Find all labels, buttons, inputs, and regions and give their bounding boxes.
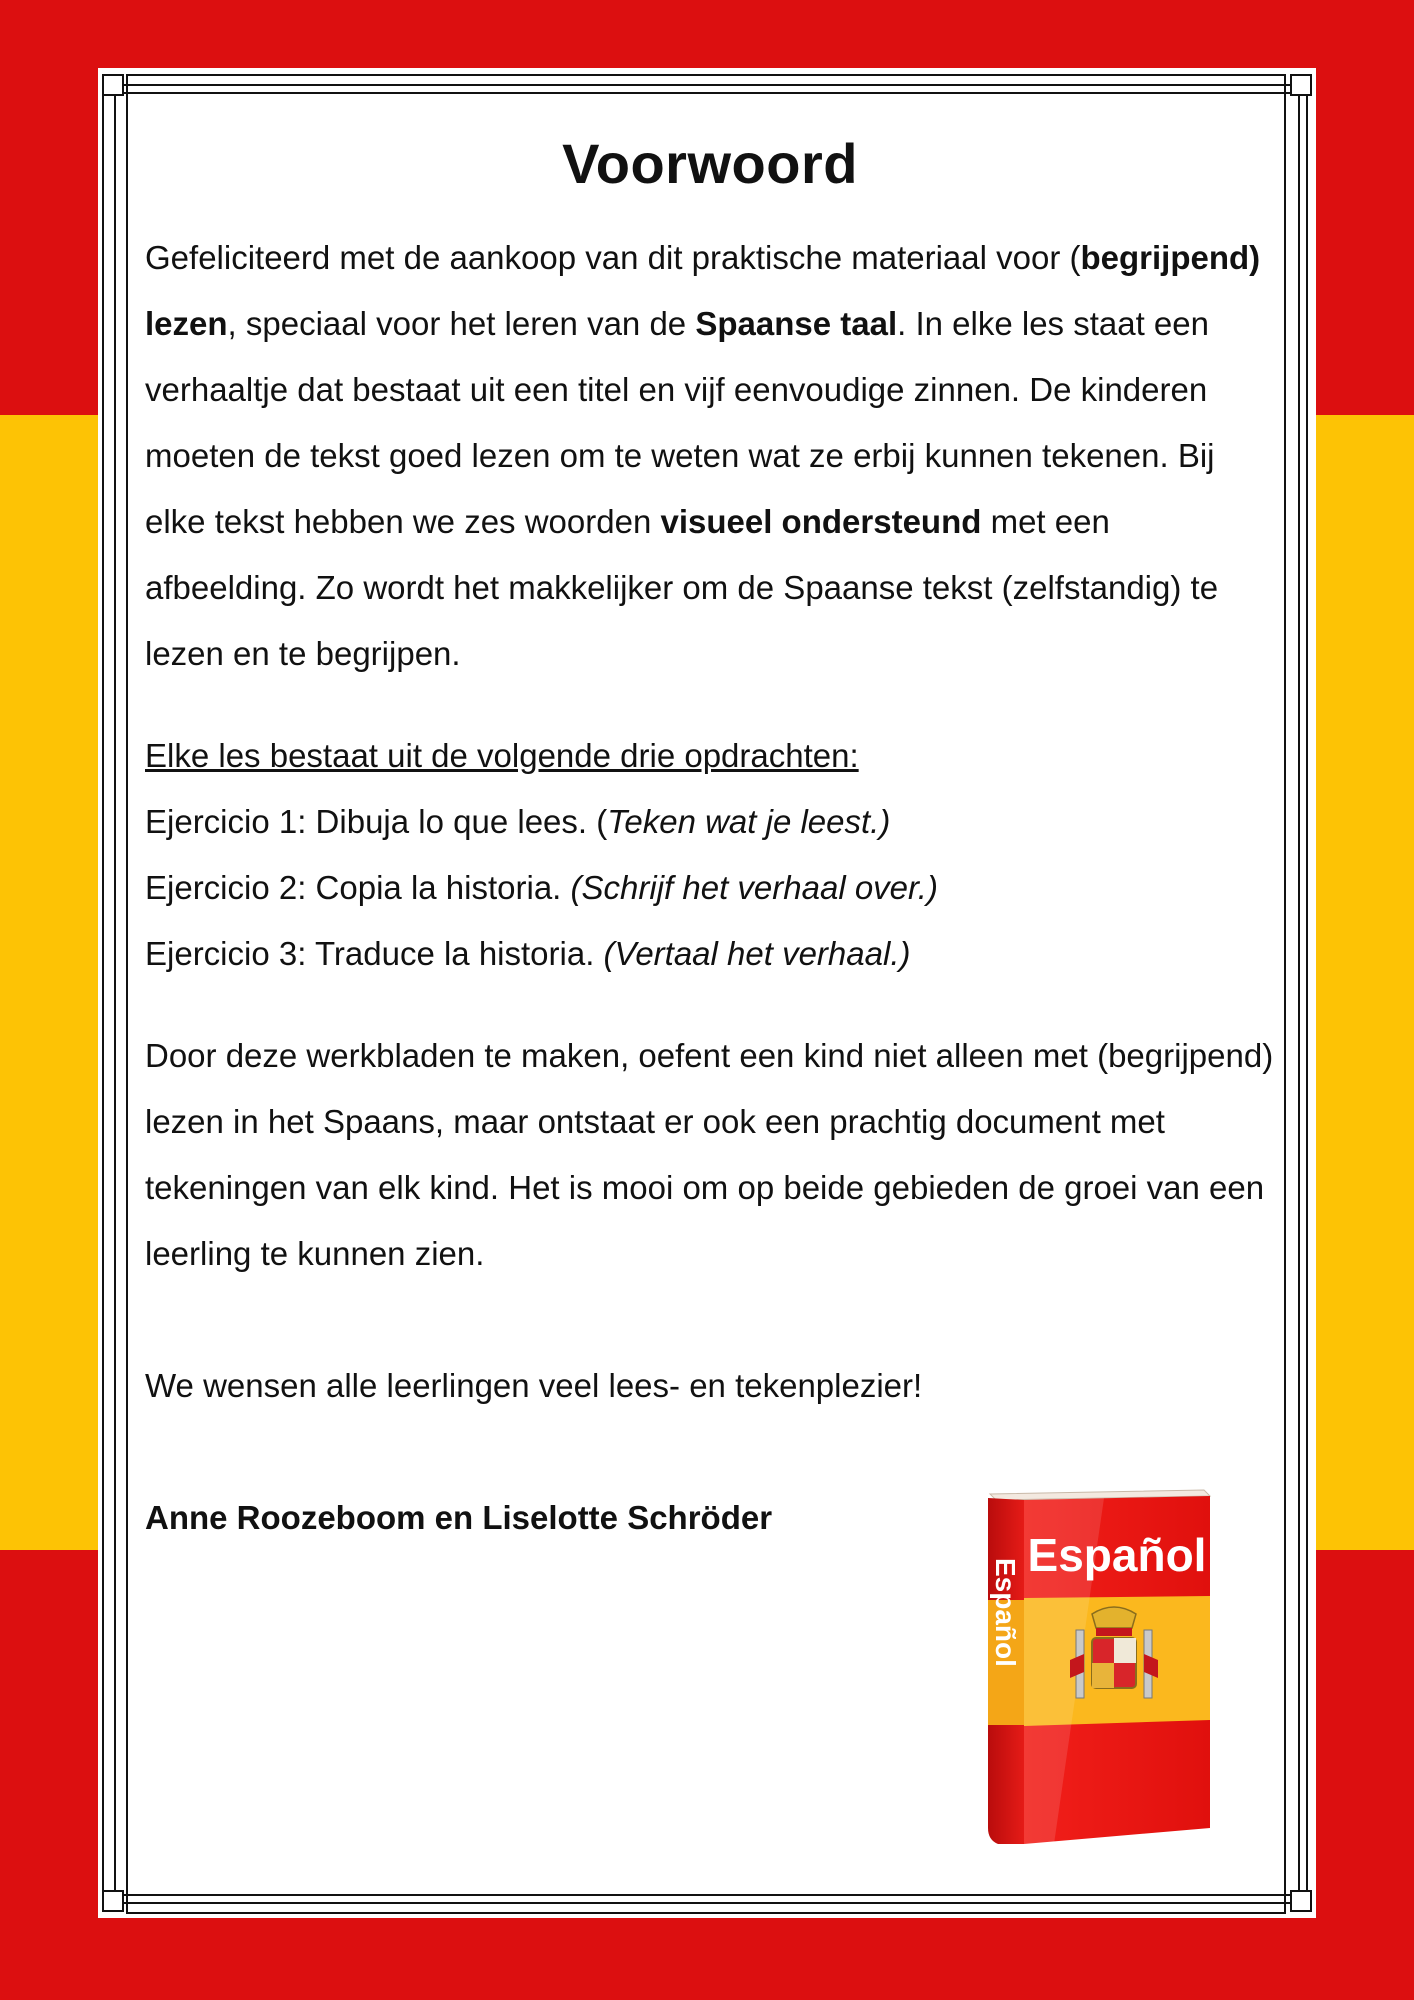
frame-corner-top-left (102, 74, 124, 96)
exercise-item-text: Ejercicio 1: Dibuja lo que lees. ( (145, 802, 608, 840)
exercise-item (145, 855, 1275, 921)
page-title: Voorwoord (562, 132, 858, 195)
exercise-item-translation: (Schrijf het verhaal over.) (570, 868, 938, 906)
intro-bold-spanish: Spaanse taal (695, 304, 898, 342)
book-spine-label: Español (990, 1558, 1021, 1667)
exercise-item-translation: (Vertaal het verhaal.) (603, 934, 911, 972)
document-page (98, 68, 1316, 1918)
exercise-item-text: Ejercicio 2: Copia la historia. (145, 868, 571, 906)
closing-paragraph: Door deze werkbladen te maken, oefent een kind niet alleen met (begrijpend) lezen in het Spaans, maar ontstaat er ook een prachtig document met tekeningen van elk kind. Het is mooi om op beide gebieden de groei van een leerling te kunnen zien. (145, 1036, 1274, 1272)
frame-corner-bottom-right (1290, 1890, 1312, 1912)
exercise-item-text: Ejercicio 3: Traduce la historia. (145, 934, 604, 972)
frame-corner-top-right (1290, 74, 1312, 96)
exercise-item-translation: Teken wat je leest.) (607, 802, 891, 840)
intro-bold-reading: begrijpend) lezen (145, 238, 1261, 342)
book-cover-label: Español (1027, 1529, 1207, 1581)
intro-bold-visual: visueel ondersteund (660, 502, 982, 540)
intro-text-3: . In elke les staat een verhaaltje dat bestaat uit een titel en vijf eenvoudige zinnen. De kinderen moeten de tekst goed lezen om te weten wat ze erbij kunnen tekenen. Bij elke tekst hebben we zes woorden (145, 304, 1215, 540)
exercise-list-heading: Elke les bestaat uit de volgende drie opdrachten: (145, 736, 859, 774)
exercise-item (145, 921, 1275, 987)
exercise-list (145, 723, 1275, 987)
intro-paragraph (145, 225, 1275, 687)
intro-text-2: , speciaal voor het leren van de (227, 304, 696, 342)
document-content (145, 128, 1275, 1551)
frame-corner-bottom-left (102, 1890, 124, 1912)
exercise-item (145, 789, 1275, 855)
wish-line: We wensen alle leerlingen veel lees- en tekenplezier! (145, 1366, 923, 1404)
author-signature: Anne Roozeboom en Liselotte Schröder (145, 1498, 773, 1536)
intro-text-4: met een afbeelding. Zo wordt het makkelijker om de Spaanse tekst (zelfstandig) te lezen en te begrijpen. (145, 502, 1219, 672)
intro-text-1: Gefeliciteerd met de aankoop van dit praktische materiaal voor ( (145, 238, 1081, 276)
spanish-book-illustration (984, 1488, 1216, 1848)
